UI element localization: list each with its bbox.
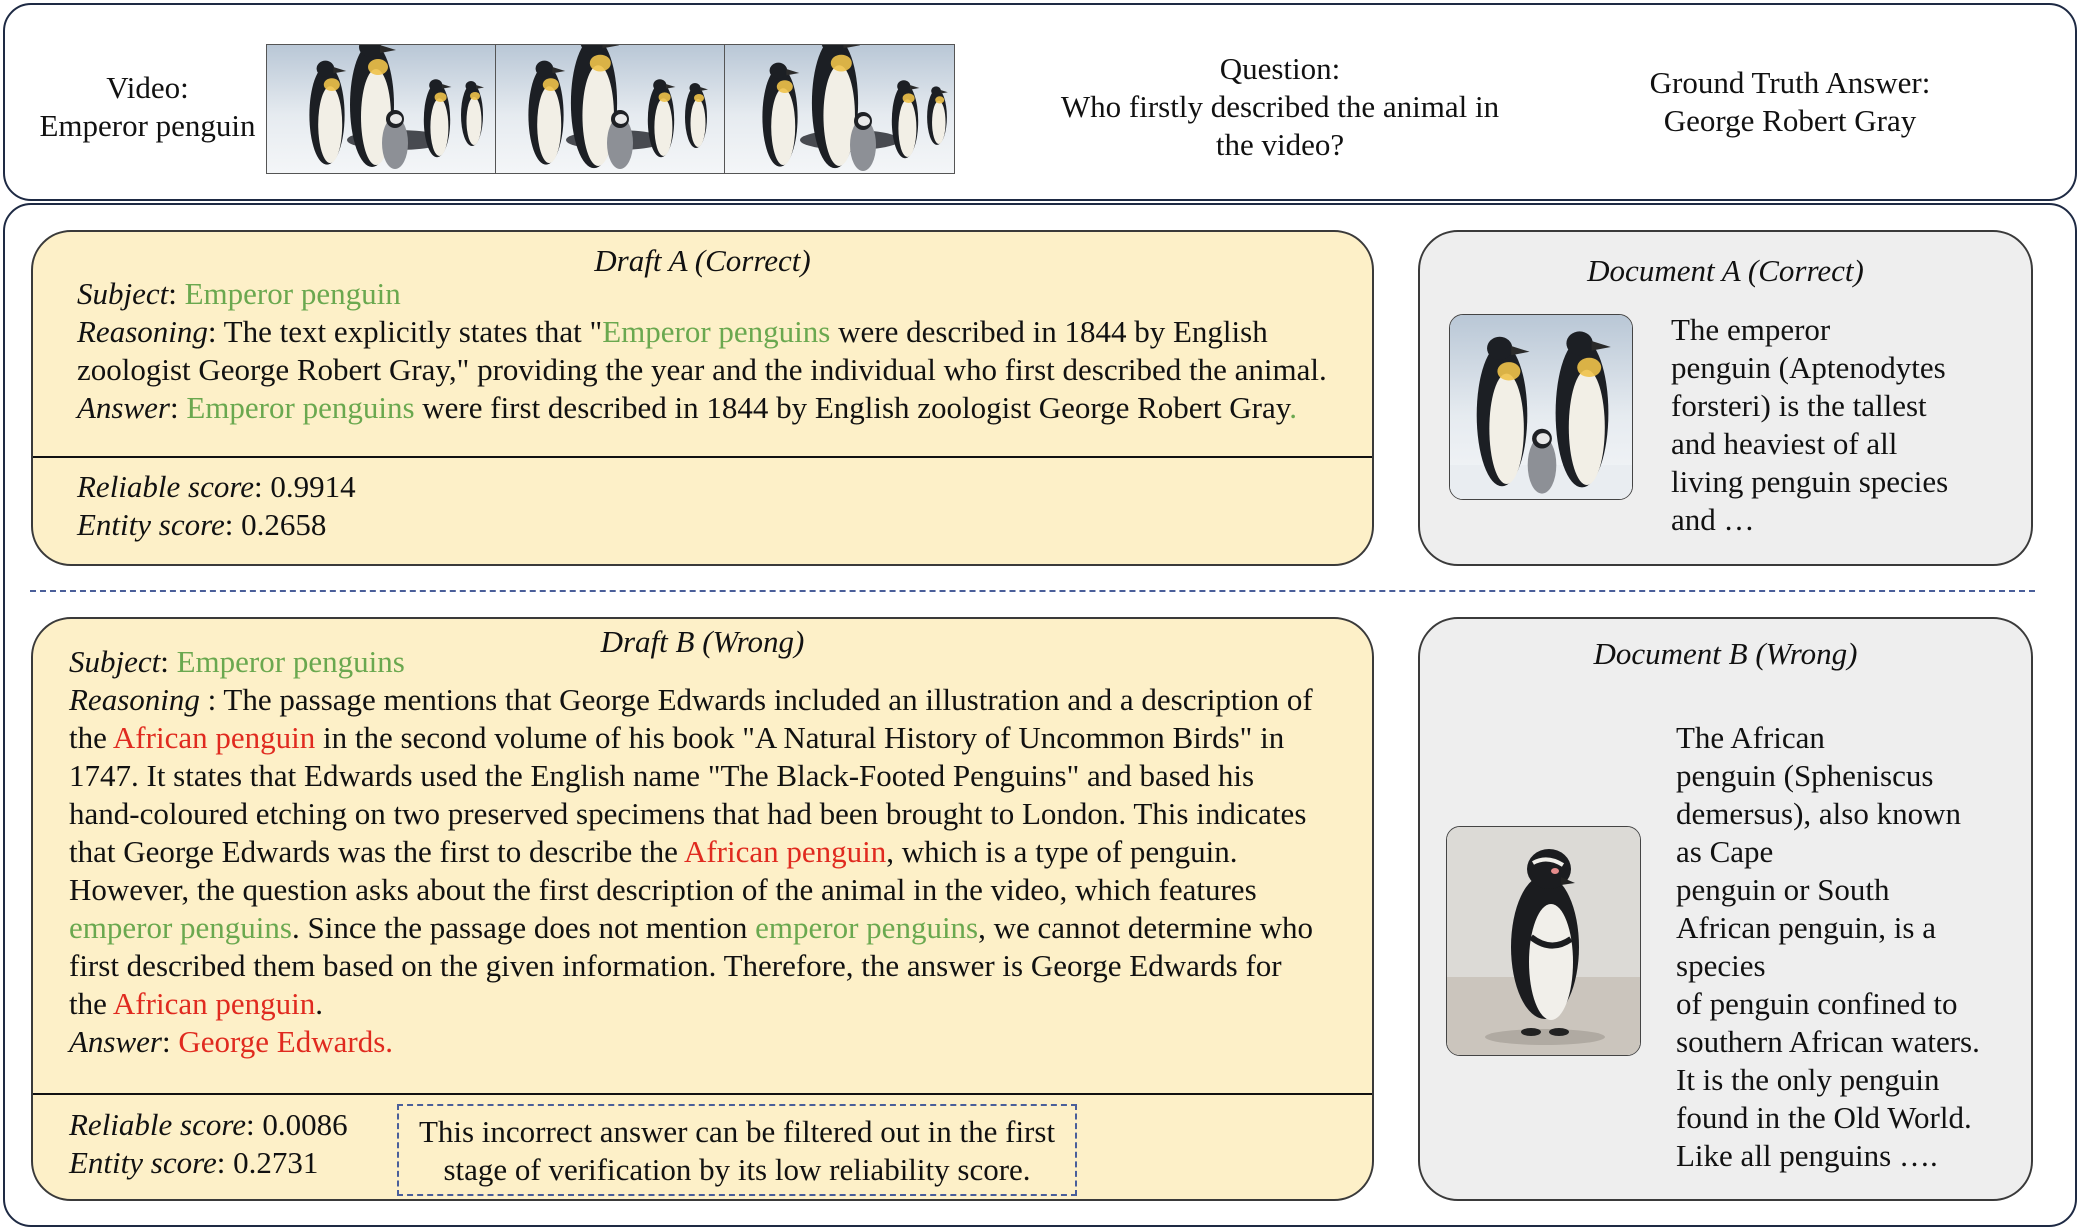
draft-b-divider <box>33 1093 1372 1095</box>
draft-b-body <box>69 643 1313 1061</box>
draft-a-answer: Answer: Emperor penguins were first described in 1844 by English zoologist George Robert Gray. <box>77 390 1297 425</box>
ground-truth-label: Ground Truth Answer: <box>1649 65 1931 100</box>
document-b-line: penguin (Spheniscus <box>1676 758 1934 793</box>
document-a-title: Document A (Correct) <box>1587 253 1864 288</box>
document-a-card <box>1418 230 2033 566</box>
draft-b-reasoning-line: the African penguin in the second volume of his book "A Natural History of Uncommon Birds" in <box>69 720 1285 755</box>
document-b-line: penguin or South <box>1676 872 1890 907</box>
draft-b-entity-score: Entity score: 0.2731 <box>69 1145 319 1180</box>
document-b-title: Document B (Wrong) <box>1593 636 1858 671</box>
document-b-line: species <box>1676 948 1766 983</box>
document-a-image <box>1449 314 1633 500</box>
draft-b-scores <box>69 1106 348 1182</box>
draft-b-card <box>31 617 1374 1201</box>
document-b-line: demersus), also known <box>1676 796 1961 831</box>
question-line-1: Who firstly described the animal in <box>1060 89 1500 124</box>
video-frame-1 <box>266 44 497 174</box>
ground-truth-value: George Robert Gray <box>1663 103 1917 138</box>
draft-b-reasoning-line: first described them based on the given information. Therefore, the answer is George Edwards for <box>69 948 1282 983</box>
document-a-line: and … <box>1671 502 1755 537</box>
question <box>1020 50 1540 164</box>
document-b-card <box>1418 617 2033 1201</box>
ground-truth <box>1610 64 1970 140</box>
draft-b-reasoning-line: emperor penguins. Since the passage does not mention emperor penguins, we cannot determine who <box>69 910 1313 945</box>
draft-b-reliable-score: Reliable score: 0.0086 <box>69 1107 348 1142</box>
document-a-line: penguin (Aptenodytes <box>1671 350 1946 385</box>
document-b-line: as Cape <box>1676 834 1774 869</box>
document-a-line: living penguin species <box>1671 464 1949 499</box>
video-frame-2 <box>495 44 726 174</box>
draft-a-body <box>77 275 1327 427</box>
draft-a-reasoning-line-1: Reasoning: The text explicitly states that "Emperor penguins were described in 1844 by English <box>77 314 1268 349</box>
draft-b-title: Draft B (Wrong) <box>600 624 805 659</box>
document-a-line: and heaviest of all <box>1671 426 1898 461</box>
filter-note-line-2: stage of verification by its low reliability score. <box>443 1152 1031 1187</box>
draft-b-answer: Answer: George Edwards. <box>69 1024 394 1059</box>
draft-a-card <box>31 230 1374 566</box>
document-a-line: The emperor <box>1671 312 1831 347</box>
video-caption <box>20 69 275 145</box>
filter-note-line-1: This incorrect answer can be filtered out in the first <box>418 1114 1056 1149</box>
draft-a-scores <box>77 468 356 544</box>
document-a-text <box>1671 311 1948 539</box>
draft-b-subject: Subject: Emperor penguins <box>69 644 405 679</box>
filter-note <box>397 1104 1077 1196</box>
document-b-line: The African <box>1676 720 1825 755</box>
document-b-line: African penguin, is a <box>1676 910 1936 945</box>
draft-a-divider <box>33 456 1372 458</box>
document-b-line: found in the Old World. <box>1676 1100 1972 1135</box>
video-name: Emperor penguin <box>39 108 256 143</box>
video-label: Video: <box>106 70 189 105</box>
document-b-line: southern African waters. <box>1676 1024 1980 1059</box>
document-b-text <box>1676 719 1980 1175</box>
draft-a-title: Draft A (Correct) <box>594 243 811 278</box>
document-b-line: Like all penguins …. <box>1676 1138 1938 1173</box>
draft-a-reliable-score: Reliable score: 0.9914 <box>77 469 356 504</box>
draft-a-subject: Subject: Emperor penguin <box>77 276 401 311</box>
draft-b-reasoning-line: that George Edwards was the first to describe the African penguin, which is a type of penguin. <box>69 834 1238 869</box>
draft-a-reasoning-line-2: zoologist George Robert Gray," providing the year and the individual who first described the animal. <box>77 352 1327 387</box>
document-a-line: forsteri) is the tallest <box>1671 388 1927 423</box>
document-b-line: of penguin confined to <box>1676 986 1958 1021</box>
draft-b-reasoning-line: hand-coloured etching on two preserved specimens that had been brought to London. This indicates <box>69 796 1307 831</box>
section-separator <box>30 590 2035 592</box>
draft-b-reasoning-line: the African penguin. <box>69 986 323 1021</box>
video-frame-3 <box>724 44 955 174</box>
question-label: Question: <box>1219 51 1341 86</box>
question-line-2: the video? <box>1215 127 1345 162</box>
draft-b-reasoning-line: 1747. It states that Edwards used the English name "The Black-Footed Penguins" and based his <box>69 758 1255 793</box>
draft-a-entity-score: Entity score: 0.2658 <box>77 507 327 542</box>
document-b-image <box>1446 826 1641 1056</box>
document-b-line: It is the only penguin <box>1676 1062 1940 1097</box>
draft-b-reasoning-line: Reasoning : The passage mentions that George Edwards included an illustration and a description of <box>69 682 1313 717</box>
draft-b-reasoning-line: However, the question asks about the first description of the animal in the video, which features <box>69 872 1257 907</box>
